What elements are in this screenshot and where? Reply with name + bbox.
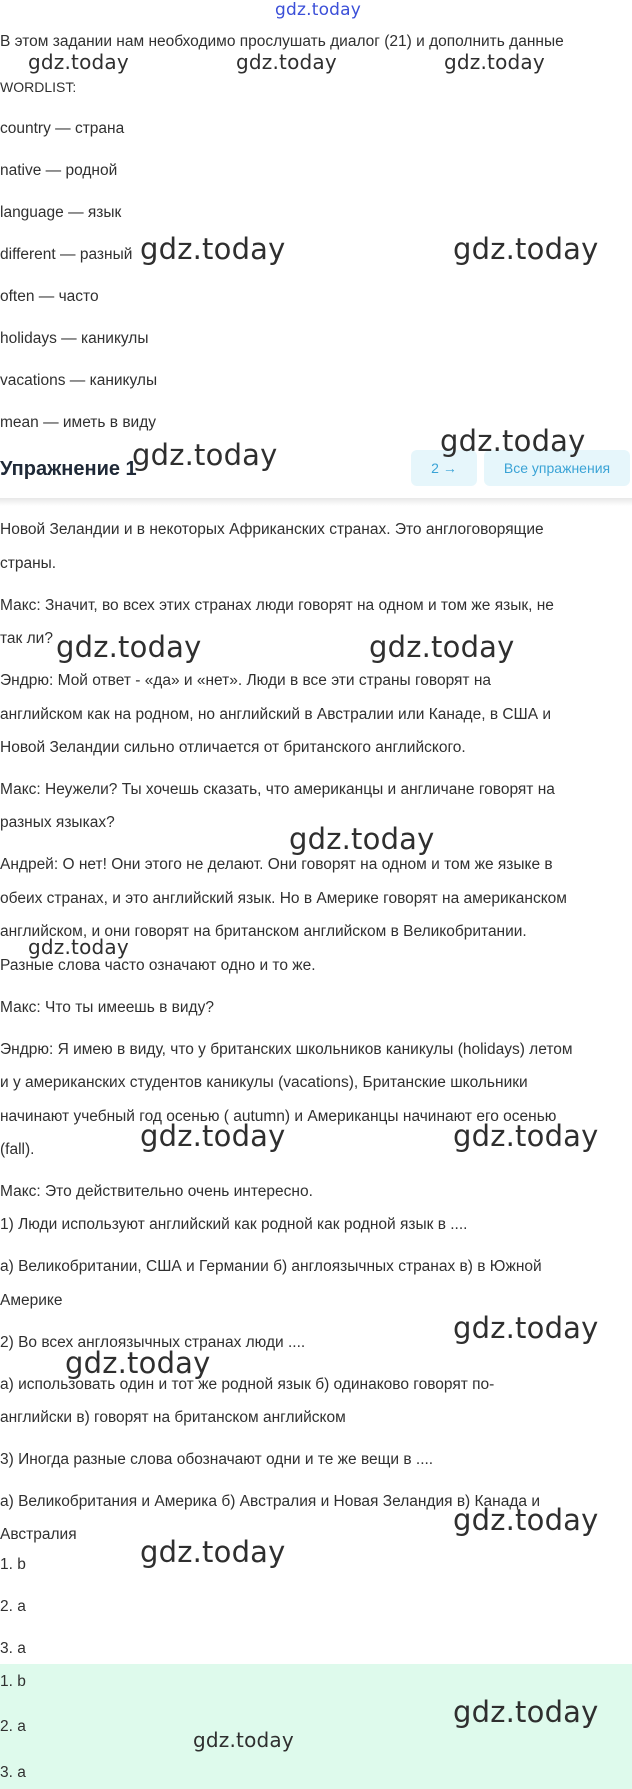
answer-line: 2. a (0, 1598, 26, 1615)
question-line: Австралия (0, 1526, 77, 1543)
watermark: gdz.today (440, 424, 586, 458)
watermark: gdz.today (28, 50, 129, 74)
dialog-line: Андрей: О нет! Они этого не делают. Они говорят на одном и том же языке в (0, 856, 553, 873)
dialog-line: начинают учебный год осенью ( autumn) и Американцы начинают его осенью (0, 1108, 557, 1125)
watermark: gdz.today (453, 1311, 599, 1345)
watermark: gdz.today (236, 50, 337, 74)
dialog-line: так ли? (0, 630, 53, 647)
watermark: gdz.today (453, 1695, 599, 1729)
dialog-line: Новой Зеландии сильно отличается от британского английского. (0, 739, 466, 756)
header-shadow (0, 498, 632, 506)
watermark: gdz.today (28, 935, 129, 959)
watermark: gdz.today (132, 438, 278, 472)
wordlist-item: often — часто (0, 288, 99, 305)
dialog-line: Макс: Это действительно очень интересно. (0, 1183, 313, 1200)
highlight-answer-line: 3. a (0, 1764, 26, 1781)
dialog-line: (fall). (0, 1141, 35, 1158)
dialog-line: Макс: Значит, во всех этих странах люди говорят на одном и том же язык, не (0, 597, 554, 614)
watermark: gdz.today (140, 232, 286, 266)
watermark: gdz.today (453, 1503, 599, 1537)
answer-line: 3. a (0, 1640, 26, 1657)
dialog-line: Макс: Неужели? Ты хочешь сказать, что американцы и англичане говорят на (0, 781, 555, 798)
watermark: gdz.today (289, 822, 435, 856)
question-line: английски в) говорят на британском английском (0, 1409, 346, 1426)
watermark-top: gdz.today (275, 0, 362, 20)
dialog-line: страны. (0, 555, 57, 572)
dialog-line: Новой Зеландии и в некоторых Африканских странах. Это англоговорящие (0, 521, 544, 538)
dialog-line: разных языках? (0, 814, 115, 831)
watermark: gdz.today (56, 630, 202, 664)
dialog-line: Эндрю: Я имею в виду, что у британских школьников каникулы (holidays) летом (0, 1041, 573, 1058)
dialog-line: и у американских студентов каникулы (vacations), Британские школьники (0, 1074, 528, 1091)
wordlist-item: native — родной (0, 162, 118, 179)
question-line: а) Великобритания и Америка б) Австралия и Новая Зеландия в) Канада и (0, 1493, 540, 1510)
dialog-line: Эндрю: Мой ответ - «да» и «нет». Люди в все эти страны говорят на (0, 672, 491, 689)
wordlist-item: language — язык (0, 204, 122, 221)
dialog-line: обеих странах, и это английский язык. Но в Америке говорят на американском (0, 890, 567, 907)
answers-highlight-panel (0, 1664, 632, 1789)
dialog-line: английском как на родном, но английский в Австралии или Канаде, в США и (0, 706, 552, 723)
watermark: gdz.today (140, 1119, 286, 1153)
wordlist-item: vacations — каникулы (0, 372, 158, 389)
wordlist-item: different — разный (0, 246, 133, 263)
dialog-line: Макс: Что ты имеешь в виду? (0, 999, 214, 1016)
answer-line: 1. b (0, 1556, 26, 1573)
dialog-line: Разные слова часто означают одно и то же. (0, 957, 316, 974)
question-line: 3) Иногда разные слова обозначают одни и те же вещи в .... (0, 1451, 434, 1468)
watermark: gdz.today (140, 1535, 286, 1569)
dialog-line: английском, и они говорят на британском английском в Великобритании. (0, 923, 527, 940)
all-exercises-button[interactable]: Все упражнения (484, 450, 630, 486)
next-exercise-button[interactable]: 2 → (411, 450, 477, 486)
question-line: а) Великобритании, США и Германии б) англоязычных странах в) в Южной (0, 1258, 542, 1275)
exercise-title: Упражнение 1 (0, 458, 137, 480)
question-line: 1) Люди используют английский как родной как родной язык в .... (0, 1216, 468, 1233)
highlight-answer-line: 1. b (0, 1673, 26, 1690)
watermark: gdz.today (369, 630, 515, 664)
highlight-answer-line: 2. a (0, 1718, 26, 1735)
question-line: 2) Во всех англоязычных странах люди .... (0, 1334, 306, 1351)
watermark: gdz.today (453, 232, 599, 266)
wordlist-title: WORDLIST: (0, 79, 77, 95)
watermark: gdz.today (65, 1346, 211, 1380)
question-line: а) использовать один и тот же родной язык б) одинаково говорят по- (0, 1376, 495, 1393)
watermark: gdz.today (453, 1119, 599, 1153)
wordlist-item: holidays — каникулы (0, 330, 149, 347)
wordlist-item: mean — иметь в виду (0, 414, 157, 431)
watermark: gdz.today (193, 1728, 294, 1752)
wordlist-item: country — страна (0, 120, 125, 137)
watermark: gdz.today (444, 50, 545, 74)
question-line: Америке (0, 1292, 63, 1309)
intro-text: В этом задании нам необходимо прослушать диалог (21) и дополнить данные (0, 33, 564, 50)
